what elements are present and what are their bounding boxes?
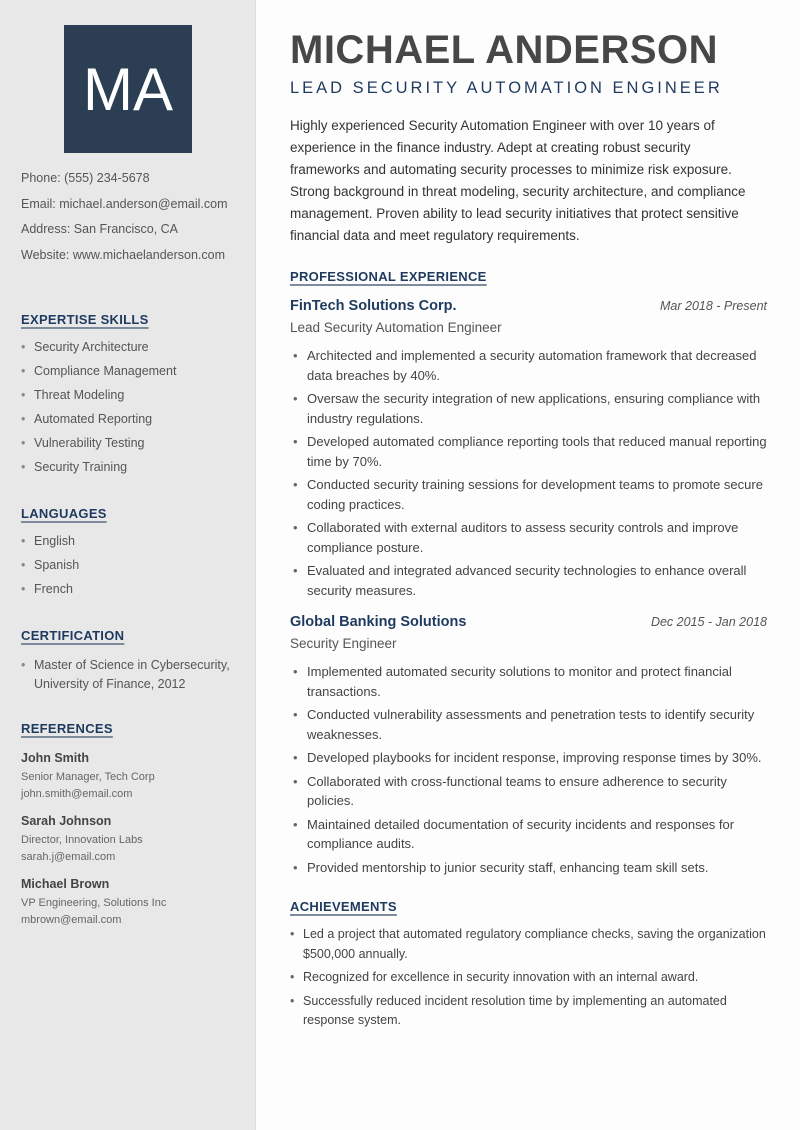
job-bullet: • Conducted security training sessions for development teams to promote secure coding practices. [290,475,770,514]
references-section [21,721,241,929]
job-bullet: • Oversaw the security integration of new applications, ensuring compliance with industry regulations. [290,389,770,428]
skill-item: • Vulnerability Testing [21,436,241,460]
job-dates: Mar 2018 - Present [660,299,767,313]
reference-email: mbrown@email.com [21,914,122,926]
skill-item: • Security Training [21,460,241,484]
job-bullet: • Architected and implemented a security automation framework that decreased data breaches by 40%. [290,346,770,385]
job-role: Security Engineer [290,636,397,651]
job-bullet: • Evaluated and integrated advanced security technologies to enhance overall security measures. [290,561,770,600]
website: Website: www.michaelanderson.com [21,247,226,262]
company: FinTech Solutions Corp. [290,298,457,314]
language-item: • Spanish [21,558,241,582]
achievements-heading: ACHIEVEMENTS [290,899,397,914]
full-name: MICHAEL ANDERSON [290,28,719,72]
reference [21,813,241,866]
job-bullet: • Collaborated with external auditors to assess security controls and improve compliance posture. [290,518,770,557]
skill-item: • Security Architecture [21,340,241,364]
certification-item: • Master of Science in Cybersecurity, University of Finance, 2012 [21,656,241,694]
languages-heading: LANGUAGES [21,506,107,521]
monogram-logo: MA [64,25,192,153]
summary: Highly experienced Security Automation Engineer with over 10 years of experience in the finance industry. Adept at creating robust security frameworks and automating security processes to minimize risk exposure. Strong background in threat modeling, security architecture, and compliance management. Proven ability to lead security initiatives that protect sensitive financial data and meet regulatory requirements. [290,118,746,243]
email: Email: michael.anderson@email.com [21,196,228,211]
reference-name: Sarah Johnson [21,814,112,828]
certification-section [21,628,241,694]
job-bullet: • Conducted vulnerability assessments and penetration tests to identify security weaknesses. [290,705,770,744]
reference-role: Senior Manager, Tech Corp [21,771,155,783]
skill-item: • Threat Modeling [21,388,241,412]
phone: Phone: (555) 234-5678 [21,171,150,185]
contact-info [21,171,228,273]
job-bullet: • Maintained detailed documentation of security incidents and responses for compliance audits. [290,815,770,854]
skill-item: • Compliance Management [21,364,241,388]
achievement-item: • Successfully reduced incident resolution time by implementing an automated response system. [290,992,770,1031]
company: Global Banking Solutions [290,614,467,630]
achievement-item: • Recognized for excellence in security innovation with an internal award. [290,968,770,988]
sidebar [0,0,256,1130]
job-bullet: • Implemented automated security solutions to monitor and protect financial transactions. [290,662,770,701]
languages-section [21,506,241,606]
job-title: LEAD SECURITY AUTOMATION ENGINEER [290,79,723,97]
skills-heading: EXPERTISE SKILLS [21,312,149,327]
achievement-item: • Led a project that automated regulatory compliance checks, saving the organization $500,000 annually. [290,925,770,964]
job-role: Lead Security Automation Engineer [290,320,502,335]
language-item: • French [21,582,241,606]
references-heading: REFERENCES [21,721,113,736]
job-bullet: • Provided mentorship to junior security staff, enhancing team skill sets. [290,858,770,878]
skill-item: • Automated Reporting [21,412,241,436]
reference-email: john.smith@email.com [21,788,133,800]
reference-role: VP Engineering, Solutions Inc [21,897,167,909]
job-bullet: • Collaborated with cross-functional teams to ensure adherence to security policies. [290,772,770,811]
experience-heading: PROFESSIONAL EXPERIENCE [290,269,487,284]
job-entry [290,614,770,877]
skills-section [21,312,241,484]
reference-name: John Smith [21,751,90,765]
address: Address: San Francisco, CA [21,222,179,236]
reference [21,876,241,929]
reference-email: sarah.j@email.com [21,851,116,863]
language-item: • English [21,534,241,558]
reference [21,750,241,803]
certification-heading: CERTIFICATION [21,628,125,643]
job-bullet: • Developed playbooks for incident response, improving response times by 30%. [290,748,770,768]
job-dates: Dec 2015 - Jan 2018 [650,615,767,629]
job-entry [290,298,770,600]
job-bullet: • Developed automated compliance reporting tools that reduced manual reporting time by 70%. [290,432,770,471]
reference-role: Director, Innovation Labs [21,834,143,846]
main-content [290,28,770,1035]
reference-name: Michael Brown [21,877,110,891]
